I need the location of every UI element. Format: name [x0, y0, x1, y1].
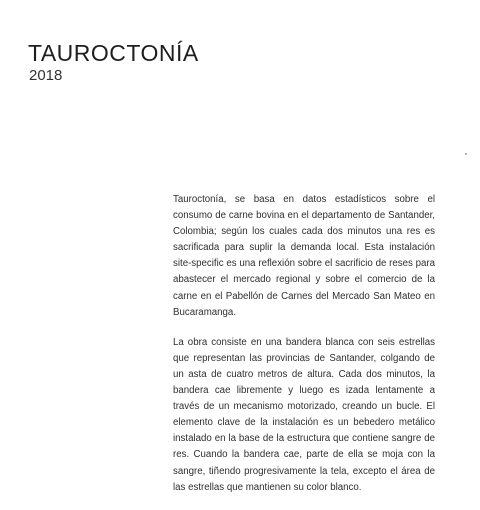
body-text: [173, 192, 435, 510]
page-title: TAUROCTONÍA: [28, 40, 199, 66]
paragraph-1: Tauroctonía, se basa en datos estadísticos sobre el consumo de carne bovina en el departamento de Santander, Colombia; según los cuales cada dos minutos una res es sacrificada para suplir la demanda local. Esta instalación site-specific es una reflexión sobre el sacrificio de reses para abastecer el mercado regional y sobre el comercio de la carne en el Pabellón de Carnes del Mercado San Mateo en Bucaramanga.: [173, 194, 435, 318]
paragraph-2: La obra consiste en una bandera blanca con seis estrellas que representan las provincias de Santander, colgando de un asta de cuatro metros de altura. Cada dos minutos, la bandera cae libremente y luego es izada lentamente a través de un mecanismo motorizado, creando un bucle. El elemento clave de la instalación es un bebedero metálico instalado en la base de la estructura que contiene sangre de res. Cuando la bandera cae, parte de ella se moja con la sangre, tiñendo progresivamente la tela, excepto el área de las estrellas que mantienen su color blanco.: [173, 336, 435, 493]
year-label: 2018: [29, 67, 63, 84]
decorative-dot: [465, 153, 467, 155]
